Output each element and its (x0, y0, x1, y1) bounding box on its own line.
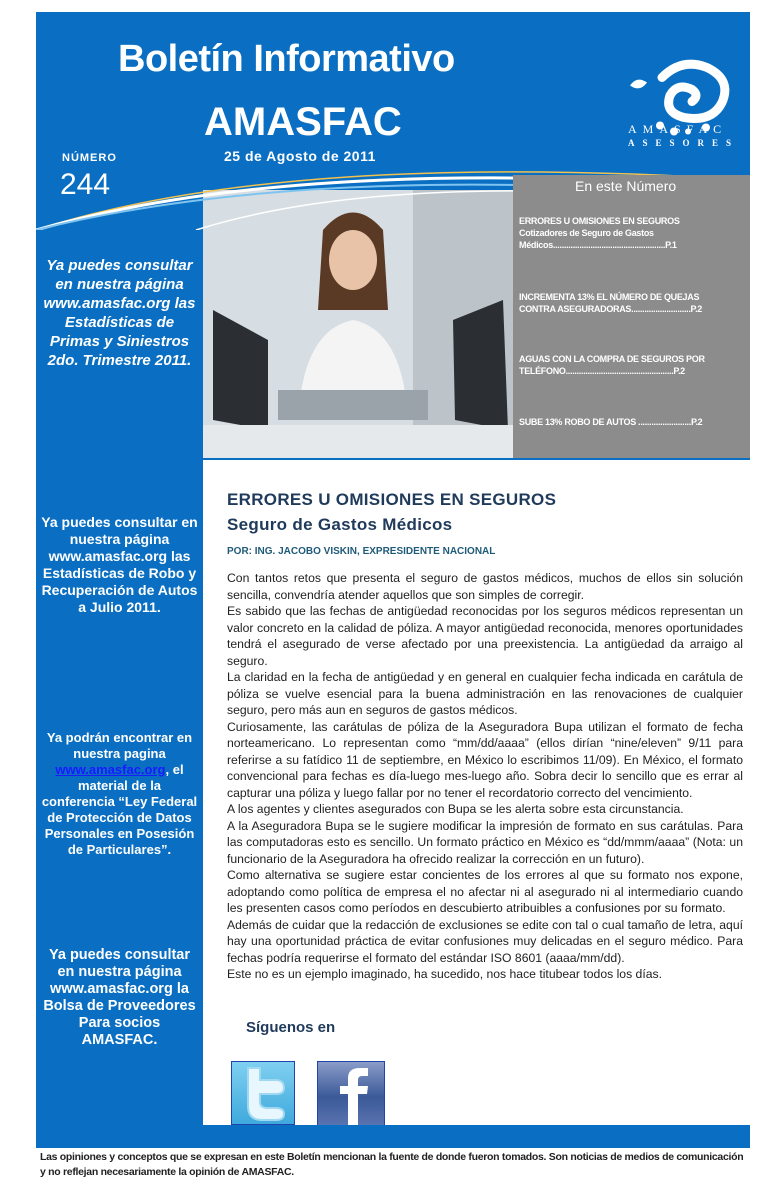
toc-item-line: TELÉFONO.................................................P.2 (519, 366, 685, 376)
twitter-icon[interactable] (231, 1061, 295, 1125)
toc-item-line: ERRORES U OMISIONES EN SEGUROS (519, 216, 680, 226)
article-title: ERRORES U OMISIONES EN SEGUROS (227, 490, 557, 509)
header-photo (203, 190, 513, 458)
woman-at-computer-image (203, 190, 513, 458)
article-body (227, 570, 743, 983)
article-paragraph: Además de cuidar que la redacción de exclusiones se edite con tal o cual tamaño de letra, aquí hay una oportunidad práctica de evitar confusiones muy delicadas en el seguro médico. Para fechas podría requerirse el formato del estándar ISO 8601 (aaaa/mm/dd). (227, 917, 743, 965)
toc-title: En este Número (575, 178, 677, 194)
toc-item-line: Cotizadores de Seguro de Gastos (519, 228, 654, 238)
sidebar-notice-statistics: Ya puedes consultar en nuestra página www.amasfac.org las Estadísticas de Primas y Siniestros 2do. Trimestre 2011. (43, 257, 196, 369)
article-paragraph: Curiosamente, las carátulas de póliza de la Aseguradora Bupa utilizan el formato de fecha norteamericano. Lo representan como “mm/dd/aaaa” (ellos dirían “nine/eleven” 9/11 para referirse a su fatídico 11 de septiembre, en México lo escribimos 11/09). En México, el formato convencional para fechas es día-luego mes-luego año. Sobra decir lo sencillo que es errar al capturar una póliza y luego fallar por no tener el recordatorio correcto del vencimiento. (227, 719, 743, 800)
newsletter-title: Boletín Informativo (118, 38, 455, 80)
article-paragraph: Este no es un ejemplo imaginado, ha sucedido, nos hace titubear todos los días. (227, 967, 662, 981)
sidebar-notice-auto-theft: Ya puedes consultar en nuestra página www.amasfac.org las Estadísticas de Robo y Recuperación de Autos a Julio 2011. (41, 514, 198, 615)
toc-item[interactable] (519, 416, 747, 428)
table-of-contents (513, 175, 750, 458)
newsletter-org-name: AMASFAC (204, 100, 402, 144)
issue-date: 25 de Agosto de 2011 (224, 148, 376, 164)
toc-item-line: CONTRA ASEGURADORAS...........................P.2 (519, 304, 702, 314)
logo-subtitle: ASESORES (628, 138, 740, 148)
article-paragraph: A la Aseguradora Bupa se le sugiere modificar la impresión de formato en sus carátulas. Para las computadoras esto es sencillo. Un formato práctico en México es “dd/mmm/aaaa” (Nota: un funcionario de la Aseguradora ha ofrecido realizar la corrección en un futuro). (227, 818, 743, 866)
toc-item-line: Médicos...................................................P.1 (519, 240, 677, 250)
article-paragraph: Con tantos retos que presenta el seguro de gastos médicos, muchos de ellos sin solución sencilla, convendría atender aquellos que son simples de corregir. (227, 571, 743, 602)
toc-item[interactable] (519, 291, 747, 315)
issue-number: 244 (60, 168, 111, 201)
article-subtitle: Seguro de Gastos Médicos (227, 515, 453, 534)
toc-item-line: AGUAS CON LA COMPRA DE SEGUROS POR (519, 354, 705, 364)
footer-blue-bar (36, 1125, 740, 1148)
article-paragraph: Como alternativa se sugiere estar concientes de los errores al que su formato nos expone, adoptando como política de empresa el no afectar ni al asegurado ni al intermediario cuando les presenten casos como períodos en descubierto atribuibles a confusiones por su formato. (227, 868, 743, 915)
follow-us-label: Síguenos en (246, 1019, 336, 1036)
sidebar-notice-providers: Ya puedes consultar en nuestra página www.amasfac.org la Bolsa de Proveedores Para socios AMASFAC. (43, 947, 196, 1048)
footer-disclaimer: Las opiniones y conceptos que se expresan en este Boletín mencionan la fuente de donde fueron tomados. Son noticias de medios de comunicación y no reflejan necesariamente la opinión de AMASFAC. (40, 1151, 744, 1178)
toc-item-line: INCREMENTA 13% EL NÚMERO DE QUEJAS (519, 292, 700, 302)
article-paragraph: Es sabido que las fechas de antigüedad reconocidas por los seguros médicos representan un valor concreto en la calidad de póliza. A mayor antigüedad reconocida, menores oportunidades tendrá el asegurado de verse afectado por una preexistencia. La antigüedad da arraigo al seguro. (227, 604, 743, 668)
sidebar-notice-conference (36, 730, 203, 858)
article-byline: POR: ING. JACOBO VISKIN, EXPRESIDENTE NACIONAL (227, 546, 496, 557)
article-paragraph: A los agentes y clientes asegurados con Bupa se les alerta sobre esta circunstancia. (227, 802, 684, 816)
toc-item[interactable] (519, 215, 747, 251)
notice-text: Ya podrán encontrar en nuestra pagina (46, 730, 193, 761)
facebook-icon[interactable] (317, 1061, 385, 1127)
logo-name: AMASFAC (628, 122, 728, 136)
toc-item[interactable] (519, 353, 747, 377)
issue-number-label: NÚMERO (62, 152, 117, 164)
article-paragraph: La claridad en la fecha de antigüedad y en general en cualquier fecha indicada en carátula de póliza se vuelve esencial para la buena administración en las renovaciones de cualquier seguro, pero más aun en seguros de gastos médicos. (227, 670, 743, 717)
toc-item-line: SUBE 13% ROBO DE AUTOS ........................P.2 (519, 417, 703, 427)
notice-text: , el material de la conferencia “Ley Federal de Protección de Datos Personales en Posesión de Particulares”. (41, 762, 198, 857)
amasfac-link[interactable]: www.amasfac.org (55, 762, 166, 777)
